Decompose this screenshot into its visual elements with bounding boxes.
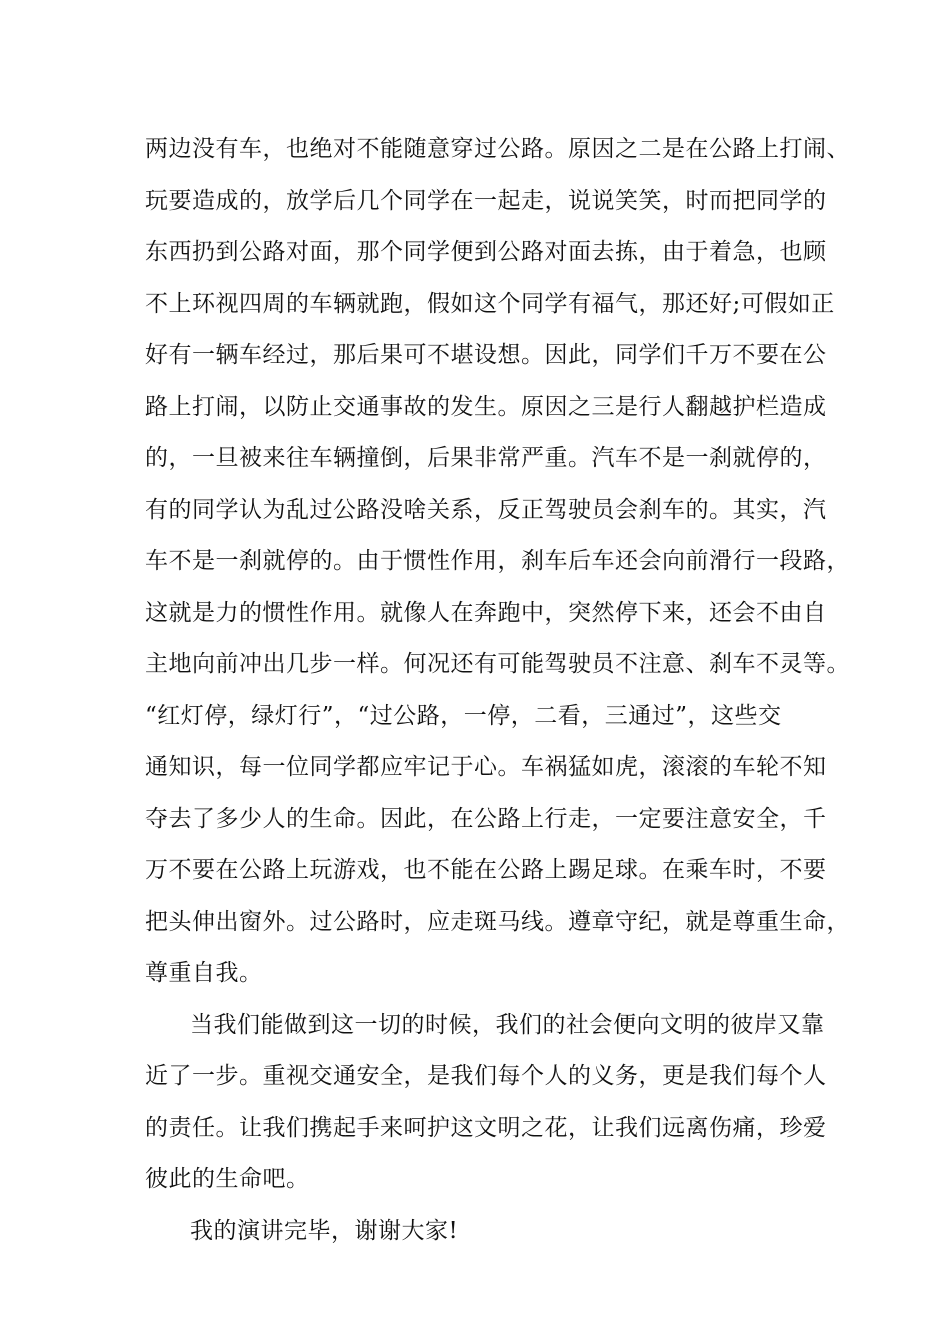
text-line: 两边没有车，也绝对不能随意穿过公路。原因之二是在公路上打闹、 — [145, 136, 850, 162]
text-line: 万不要在公路上玩游戏，也不能在公路上踢足球。在乘车时，不要 — [145, 857, 827, 883]
text-line: 有的同学认为乱过公路没啥关系，反正驾驶员会刹车的。其实，汽 — [145, 497, 827, 523]
text-line: 的，一旦被来往车辆撞倒，后果非常严重。汽车不是一刹就停的， — [145, 445, 827, 471]
text-line: 把头伸出窗外。过公路时，应走斑马线。遵章守纪，就是尊重生命， — [145, 909, 850, 935]
text-line: 主地向前冲出几步一样。何况还有可能驾驶员不注意、刹车不灵等。 — [145, 651, 850, 677]
text-line: 夺去了多少人的生命。因此，在公路上行走，一定要注意安全，千 — [145, 806, 827, 832]
text-line: 车不是一刹就停的。由于惯性作用，刹车后车还会向前滑行一段路， — [145, 548, 850, 574]
text-line: 路上打闹，以防止交通事故的发生。原因之三是行人翻越护栏造成 — [145, 394, 827, 420]
text-line: 近了一步。重视交通安全，是我们每个人的义务，更是我们每个人 — [145, 1063, 827, 1089]
paragraph-first-line: 当我们能做到这一切的时候，我们的社会便向文明的彼岸又靠 — [190, 1012, 825, 1038]
closing-line: 我的演讲完毕，谢谢大家! — [190, 1218, 459, 1244]
text-line: 不上环视四周的车辆就跑，假如这个同学有福气，那还好;可假如正 — [145, 291, 835, 317]
text-line: “红灯停，绿灯行”，“过公路，一停，二看，三通过”，这些交 — [145, 703, 782, 729]
text-line: 通知识，每一位同学都应牢记于心。车祸猛如虎，滚滚的车轮不知 — [145, 754, 827, 780]
text-line: 玩要造成的，放学后几个同学在一起走，说说笑笑，时而把同学的 — [145, 188, 827, 214]
text-line: 的责任。让我们携起手来呵护这文明之花，让我们远离伤痛，珍爱 — [145, 1115, 827, 1141]
text-line: 这就是力的惯性作用。就像人在奔跑中，突然停下来，还会不由自 — [145, 600, 827, 626]
text-line: 东西扔到公路对面，那个同学便到公路对面去拣，由于着急，也顾 — [145, 239, 827, 265]
text-line: 彼此的生命吧。 — [145, 1166, 310, 1192]
text-line: 好有一辆车经过，那后果可不堪设想。因此，同学们千万不要在公 — [145, 342, 827, 368]
text-line: 尊重自我。 — [145, 960, 263, 986]
